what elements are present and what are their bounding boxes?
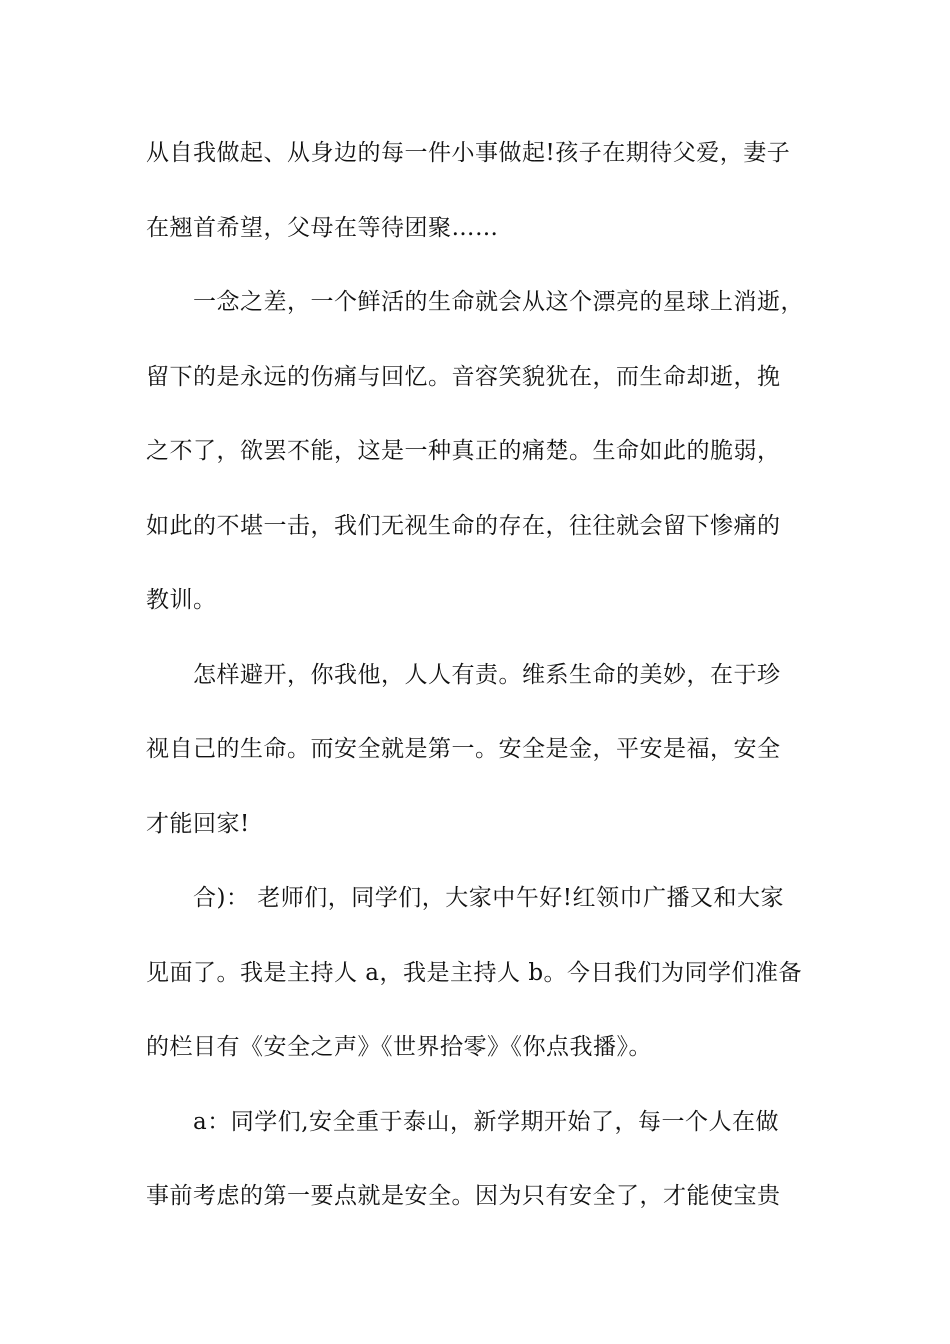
body-text: [146, 128, 826, 1246]
text-line: 怎样避开，你我他，人人有责。维系生命的美妙，在于珍: [193, 661, 781, 688]
text-line: 才能回家!: [146, 810, 250, 837]
text-line: 的栏目有《安全之声》《世界拾零》《你点我播》。: [146, 1034, 652, 1060]
text-line: 从自我做起、从身边的每一件小事做起!孩子在期待父爱，妻子: [146, 140, 791, 166]
text-line: 一念之差，一个鲜活的生命就会从这个漂亮的星球上消逝，: [193, 289, 804, 315]
text-line: 教训。: [146, 587, 217, 613]
text-line: 见面了。我是主持人 a，我是主持人 b。今日我们为同学们准备: [146, 959, 803, 986]
text-line: 之不了，欲罢不能，这是一种真正的痛楚。生命如此的脆弱，: [146, 438, 781, 464]
text-line: 在翘首希望，父母在等待团聚……: [146, 214, 499, 241]
text-line: 合)： 老师们，同学们，大家中午好!红领巾广播又和大家: [193, 885, 785, 911]
text-line: 如此的不堪一击，我们无视生命的存在，往往就会留下惨痛的: [146, 512, 781, 539]
text-line: 留下的是永远的伤痛与回忆。音容笑貌犹在，而生命却逝，挽: [146, 363, 781, 390]
text-line: 事前考虑的第一要点就是安全。因为只有安全了，才能使宝贵: [146, 1183, 781, 1209]
text-line: a：同学们,安全重于泰山，新学期开始了，每一个人在做: [193, 1108, 780, 1135]
text-line: 视自己的生命。而安全就是第一。安全是金，平安是福，安全: [146, 736, 781, 762]
